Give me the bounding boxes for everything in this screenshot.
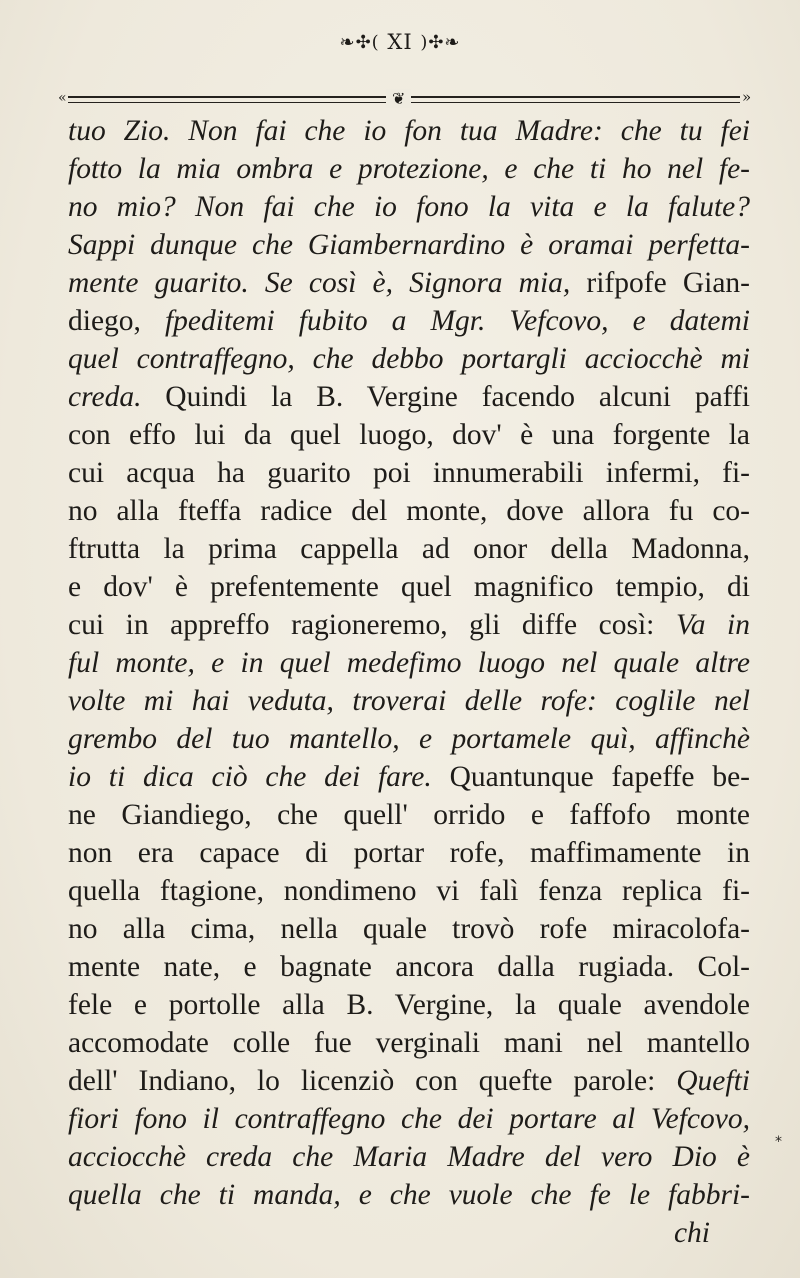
roman-text: fele e portolle alla B. Vergine, la quale avendole bbox=[68, 989, 750, 1021]
text-line bbox=[68, 720, 750, 758]
rule-ornament: ❦ bbox=[386, 89, 411, 108]
roman-text: dell' Indiano, lo licenziò con quefte parole: bbox=[68, 1065, 677, 1097]
text-line bbox=[68, 530, 750, 568]
italic-text: io ti dica ciò che dei fare. bbox=[68, 761, 432, 793]
text-line bbox=[68, 644, 750, 682]
text-line bbox=[68, 758, 750, 796]
italic-text: fpeditemi fubito a Mgr. Vefcovo, e datemi bbox=[164, 305, 750, 337]
header-ornament-right: )✣❧ bbox=[420, 32, 461, 53]
text-line bbox=[68, 910, 750, 948]
roman-text: Quantunque fapeffe be- bbox=[431, 761, 750, 793]
text-line bbox=[68, 302, 750, 340]
rule-end-left: « bbox=[58, 90, 67, 106]
text-line bbox=[68, 492, 750, 530]
text-line bbox=[68, 112, 750, 150]
roman-text: mente nate, e bagnate ancora dalla rugiada. Col- bbox=[68, 951, 750, 983]
text-line bbox=[68, 1062, 750, 1100]
italic-text: tuo Zio. Non fai che io fon tua Madre: che tu fei bbox=[68, 115, 750, 147]
text-line bbox=[68, 264, 750, 302]
roman-text: quella ftagione, nondimeno vi falì fenza replica fi- bbox=[68, 875, 750, 907]
text-line bbox=[68, 1024, 750, 1062]
italic-text: ful monte, e in quel medefimo luogo nel quale altre bbox=[68, 647, 750, 679]
italic-text: fotto la mia ombra e protezione, e che ti ho nel fe- bbox=[68, 153, 750, 185]
roman-text: diego, bbox=[68, 305, 165, 337]
italic-text: chi bbox=[673, 1217, 710, 1249]
italic-text: Va in bbox=[675, 609, 750, 641]
roman-text: accomodate colle fue verginali mani nel mantello bbox=[68, 1027, 750, 1059]
text-line bbox=[68, 606, 750, 644]
text-line bbox=[68, 796, 750, 834]
text-line bbox=[68, 682, 750, 720]
text-line bbox=[68, 1138, 750, 1176]
text-line bbox=[68, 150, 750, 188]
text-line bbox=[68, 568, 750, 606]
italic-text: Quefti bbox=[676, 1065, 750, 1097]
italic-text: quella che ti manda, e che vuole che fe le fabbri- bbox=[68, 1179, 750, 1211]
page-number: XI bbox=[387, 30, 413, 54]
italic-text: mente guarito. Se così è, Signora mia, bbox=[68, 267, 571, 299]
text-line bbox=[68, 188, 750, 226]
text-line bbox=[68, 1176, 750, 1214]
italic-text: quel contraffegno, che debbo portargli acciocchè mi bbox=[68, 343, 750, 375]
text-line bbox=[68, 416, 750, 454]
italic-text: Sappi dunque che Giambernardino è oramai perfetta- bbox=[68, 229, 750, 261]
italic-text: grembo del tuo mantello, e portamele quì, affinchè bbox=[68, 723, 750, 755]
italic-text: no mio? Non fai che io fono la vita e la falute? bbox=[68, 191, 750, 223]
roman-text: ftrutta la prima cappella ad onor della Madonna, bbox=[68, 533, 750, 565]
text-line bbox=[68, 454, 750, 492]
roman-text: no alla cima, nella quale trovò rofe miracolofa- bbox=[68, 913, 750, 945]
text-line bbox=[68, 1100, 750, 1138]
roman-text: ne Giandiego, che quell' orrido e faffofo monte bbox=[68, 799, 750, 831]
text-line bbox=[68, 340, 750, 378]
roman-text: rifpofe Gian- bbox=[570, 267, 750, 299]
text-line bbox=[68, 226, 750, 264]
text-line bbox=[68, 986, 750, 1024]
page-header bbox=[0, 30, 800, 54]
italic-text: creda. bbox=[68, 381, 142, 413]
header-ornament-left: ❧✣( bbox=[339, 32, 380, 53]
text-line bbox=[68, 872, 750, 910]
roman-text: e dov' è prefentemente quel magnifico tempio, di bbox=[68, 571, 750, 603]
text-line bbox=[68, 948, 750, 986]
roman-text: Quindi la B. Vergine facendo alcuni paffi bbox=[141, 381, 750, 413]
text-line bbox=[68, 1214, 750, 1252]
roman-text: cui in appreffo ragioneremo, gli diffe così: bbox=[68, 609, 676, 641]
roman-text: cui acqua ha guarito poi innumerabili infermi, fi- bbox=[68, 457, 750, 489]
roman-text: con effo lui da quel luogo, dov' è una forgente la bbox=[68, 419, 750, 451]
text-line bbox=[68, 834, 750, 872]
italic-text: fiori fono il contraffegno che dei portare al Vefcovo, bbox=[68, 1103, 750, 1135]
roman-text: no alla fteffa radice del monte, dove allora fu co- bbox=[68, 495, 750, 527]
rule-end-right: » bbox=[742, 88, 752, 106]
body-text bbox=[68, 112, 750, 1252]
margin-marker: * bbox=[775, 1134, 782, 1150]
italic-text: volte mi hai veduta, troverai delle rofe: coglile nel bbox=[68, 685, 750, 717]
italic-text: acciocchè creda che Maria Madre del vero Dio è bbox=[68, 1141, 750, 1173]
text-line bbox=[68, 378, 750, 416]
roman-text: non era capace di portar rofe, maffimamente in bbox=[68, 837, 750, 869]
